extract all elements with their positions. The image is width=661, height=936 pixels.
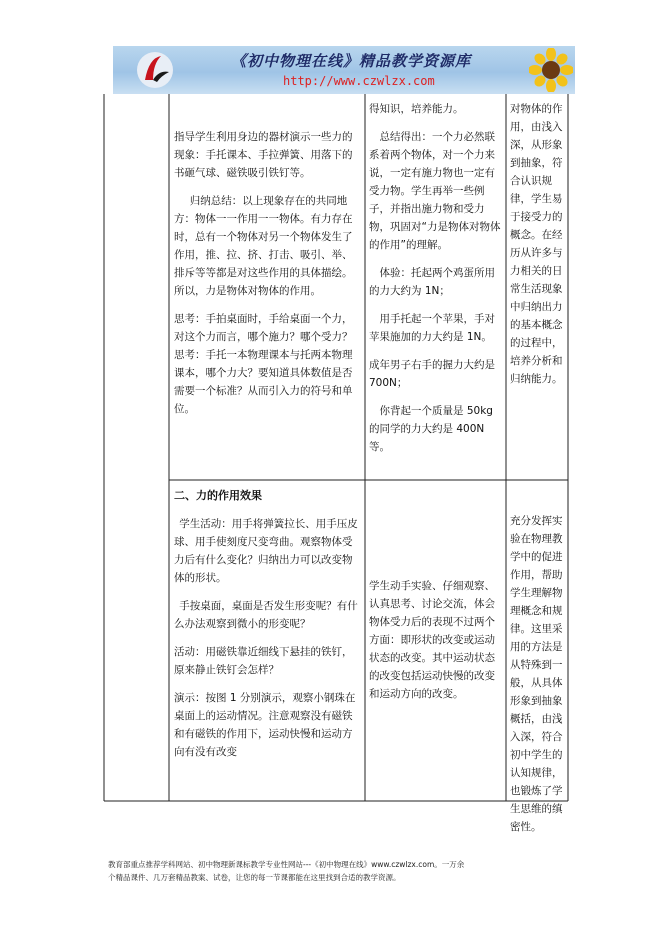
banner-url[interactable]: http://www.czwlzx.com [283, 74, 435, 88]
row2-teacher-para: 学生活动：用手将弹簧拉长、用手压皮球、用手使刻度尺变弯曲。观察物体受力后有什么变化？归纳出力可以改变物体的形状。 [174, 518, 358, 584]
row1-teacher-cell [174, 128, 360, 428]
footer-line: 个精品课件、几万套精品教案、试卷，让您的每一节课都能在这里找到合适的教学资源。 [108, 873, 401, 882]
section-heading: 二、力的作用效果 [174, 489, 262, 502]
row2-teacher-para: 手按桌面，桌面是否发生形变呢？有什么办法观察到微小的形变呢？ [174, 600, 358, 630]
row2-teacher-para: 演示：按图 1 分别演示，观察小钢珠在桌面上的运动情况。注意观察没有磁铁和有磁铁的作用下，运动快慢和运动方向有没有改变 [174, 692, 356, 758]
row2-intent-cell [510, 512, 570, 836]
row2-intent-text: 充分发挥实验在物理教学中的促进作用，帮助学生理解物理概念和规律。这里采用的方法是从特殊到一般，从具体形象到抽象概括，由浅入深，符合初中学生的认知规律，也锻炼了学生思维的缜密性。 [510, 515, 563, 833]
site-logo-icon [135, 50, 175, 90]
row1-student-cell [369, 100, 503, 466]
row1-student-para: 得知识，培养能力。 [369, 103, 464, 115]
sunflower-icon [529, 48, 573, 92]
row1-intent-cell [510, 100, 570, 388]
row2-student-text: 学生动手实验、仔细观察、认真思考、讨论交流，体会物体受力后的表现不过两个方面：即形状的改变或运动状态的改变。其中运动状态的改变包括运动快慢的改变和运动方向的改变。 [369, 580, 495, 700]
row1-teacher-para: 指导学生利用身边的器材演示一些力的现象：手托课本、手拉弹簧、用落下的书砸气球、磁铁吸引铁钉等。 [174, 131, 353, 179]
row2-teacher-cell [174, 487, 360, 771]
page-footer [108, 858, 568, 884]
row1-teacher-para: 思考：手拍桌面时，手给桌面一个力，对这个力而言，哪个施力？哪个受力？思考：手托一本物理课本与托两本物理课本，哪个力大？要知道具体数值是否需要一个标准？从而引入力的符号和单位。 [174, 313, 353, 415]
footer-line: 教育部重点推荐学科网站、初中物理新课标教学专业性网站---《初中物理在线》www.czwlzx.com。一万余 [108, 860, 465, 869]
row1-student-para: 体验：托起两个鸡蛋所用的力大约为 1N； [369, 267, 495, 297]
header-banner [113, 46, 575, 94]
row1-student-para: 用手托起一个苹果，手对苹果施加的力大约是 1N。 [369, 313, 495, 343]
row1-student-para: 总结得出：一个力必然联系着两个物体，对一个力来说，一定有施力物也一定有受力物。学生再举一些例子，并指出施力物和受力物，巩固对“力是物体对物体的作用”的理解。 [369, 131, 501, 251]
banner-title: 《初中物理在线》精品教学资源库 [231, 52, 472, 70]
row2-student-cell [369, 577, 503, 703]
row1-intent-text: 对物体的作用，由浅入深，从形象到抽象，符合认识规律，学生易于接受力的概念。在经历从许多与力相关的日常生活现象中归纳出力的基本概念的过程中，培养分析和归纳能力。 [510, 103, 563, 385]
row1-student-para: 你背起一个质量是 50kg 的同学的力大约是 400N等。 [369, 405, 493, 453]
row1-teacher-para: 归纳总结：以上现象存在的共同地方：物体一一作用一一物体。有力存在时，总有一个物体对另一个物体发生了作用，推、拉、挤、打击、吸引、举、排斥等等都是对这些作用的具体描绘。所以，力是物体对物体的作用。 [174, 195, 353, 297]
row2-teacher-para: 活动：用磁铁靠近细线下悬挂的铁钉，原来静止铁钉会怎样？ [174, 646, 353, 676]
row1-student-para: 成年男子右手的握力大约是 700N； [369, 359, 495, 389]
